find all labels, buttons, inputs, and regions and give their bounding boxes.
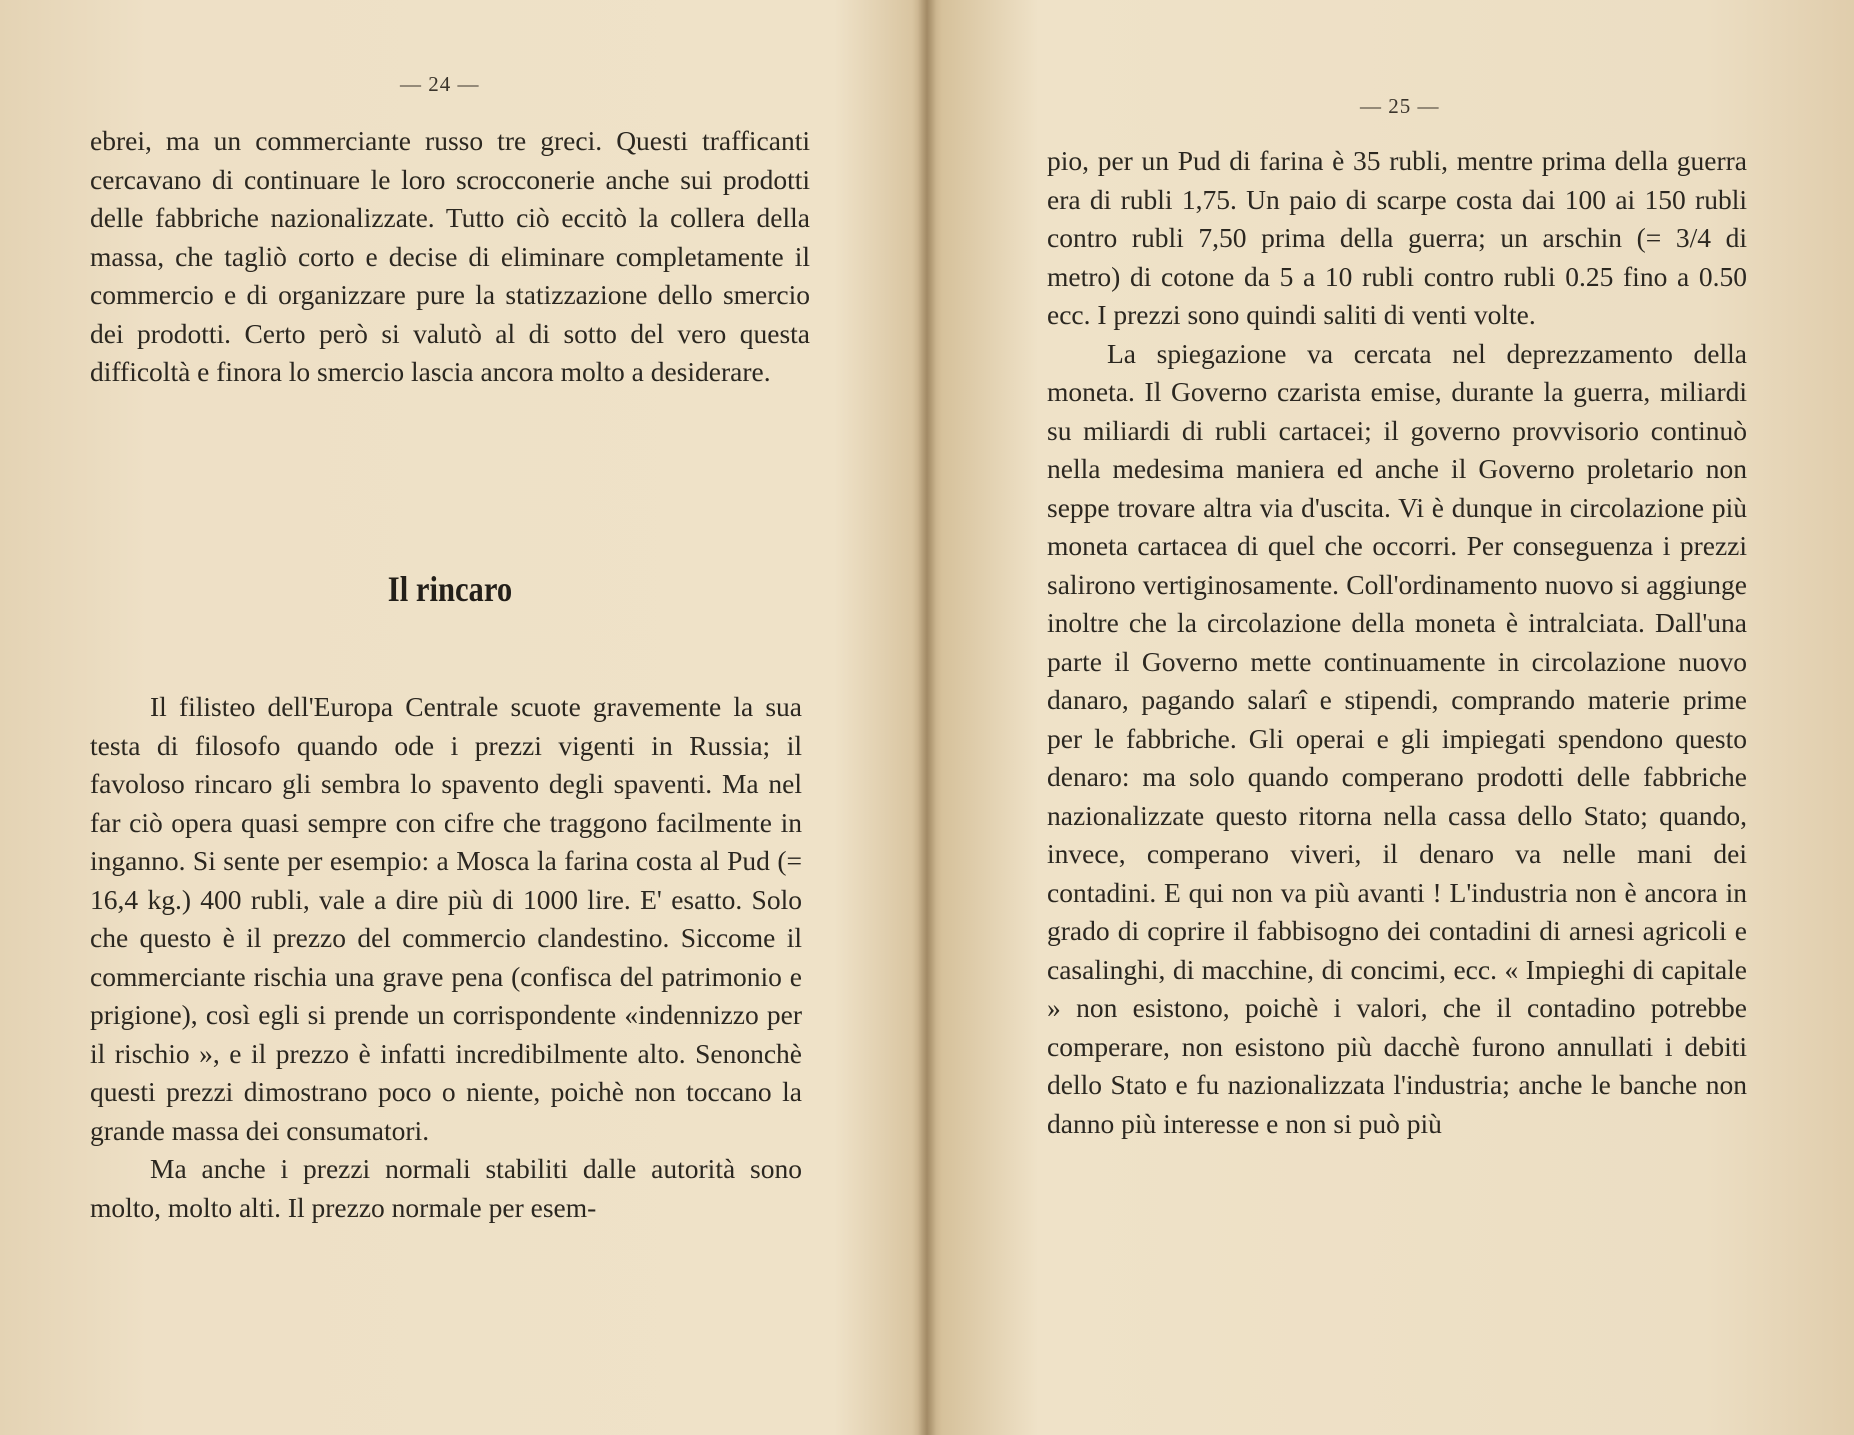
- right-page: [927, 0, 1854, 1435]
- paragraph: ebrei, ma un commerciante russo tre greci. Questi trafficanti cercavano di continuare le loro scrocconerie anche sui prodotti delle fabbriche nazionalizzate. Tutto ciò eccitò la collera della massa, che tagliò corto e decise di eliminare completamente il commercio e di organizzare pure la statizzazione dello smercio dei prodotti. Certo però si valutò al di sotto del vero questa difficoltà e finora lo smercio lascia ancora molto a desiderare.: [90, 125, 810, 387]
- page-number: — 24 —: [400, 72, 480, 96]
- page-number: — 25 —: [1360, 94, 1440, 118]
- left-text-bottom: [90, 688, 802, 1227]
- paragraph: pio, per un Pud di farina è 35 rubli, mentre prima della guerra era di rubli 1,75. Un paio di scarpe costa dai 100 ai 150 rubli contro rubli 7,50 prima della guerra; un arschin (= 3/4 di metro) di cotone da 5 a 10 rubli contro rubli 0.25 fino a 0.50 ecc. I prezzi sono quindi saliti di venti volte.: [1047, 145, 1747, 330]
- paragraph: Ma anche i prezzi normali stabiliti dalle autorità sono molto, molto alti. Il prezzo normale per esem-: [90, 1153, 802, 1223]
- paragraph: La spiegazione va cercata nel deprezzamento della moneta. Il Governo czarista emise, durante la guerra, miliardi su miliardi di rubli cartacei; il governo provvisorio continuò nella medesima maniera ed anche il Governo proletario non seppe trovare altra via d'uscita. Vi è dunque in circolazione più moneta cartacea di quel che occorri. Per conseguenza i prezzi salirono vertiginosamente. Coll'ordinamento nuovo si aggiunge inoltre che la circolazione della moneta è intralciata. Dall'una parte il Governo mette continuamente in circolazione nuovo danaro, pagando salarî e stipendi, comprando materie prime per le fabbriche. Gli operai e gli impiegati spendono questo denaro: ma solo quando comperano prodotti delle fabbriche nazionalizzate questo ritorna nella cassa dello Stato; quando, invece, comperano viveri, il denaro va nelle mani dei contadini. E qui non va più avanti ! L'industria non è ancora in grado di coprire il fabbisogno dei contadini di arnesi agricoli e casalinghi, di macchine, di concimi, ecc. « Impieghi di capitale » non esistono, poichè i valori, che il contadino potrebbe comperare, non esistono più dacchè furono annullati i debiti dello Stato e fu nazionalizzata l'industria; anche le banche non danno più interesse e non si può più: [1047, 337, 1747, 1139]
- left-text-top: [90, 122, 810, 392]
- paragraph: Il filisteo dell'Europa Centrale scuote gravemente la sua testa di filosofo quando ode i prezzi vigenti in Russia; il favoloso rincaro gli sembra lo spavento degli spaventi. Ma nel far ciò opera quasi sempre con cifre che traggono facilmente in inganno. Si sente per esempio: a Mosca la farina costa al Pud (= 16,4 kg.) 400 rubli, vale a dire più di 1000 lire. E' esatto. Solo che questo è il prezzo del commercio clandestino. Siccome il commerciante rischia una grave pena (confisca del patrimonio e prigione), così egli si prende un corrispondente «indennizzo per il rischio », e il prezzo è infatti incredibilmente alto. Senonchè questi prezzi dimostrano poco o niente, poichè non toccano la grande massa dei consumatori.: [90, 691, 802, 1146]
- right-text: [1047, 142, 1747, 1143]
- section-heading: Il rincaro: [387, 569, 513, 609]
